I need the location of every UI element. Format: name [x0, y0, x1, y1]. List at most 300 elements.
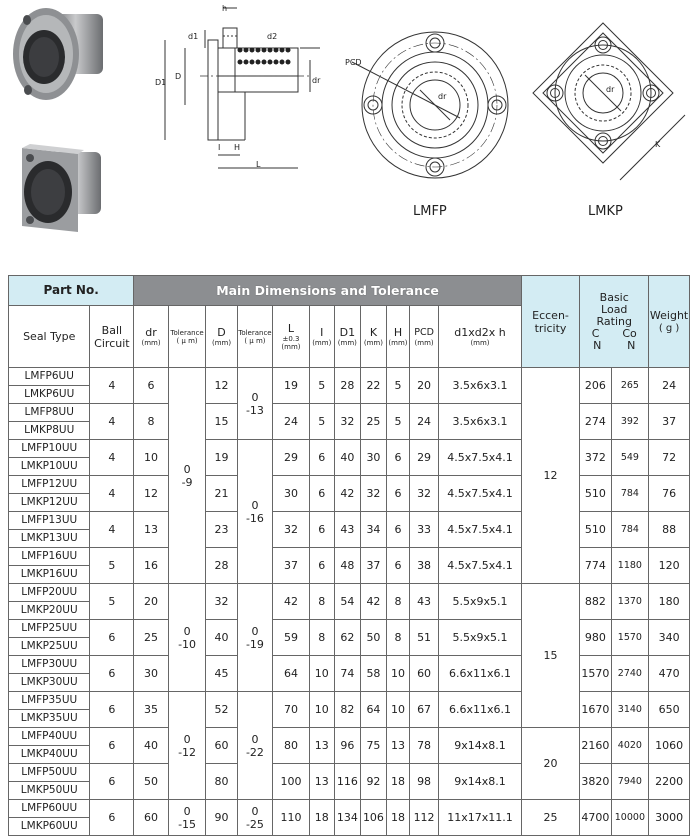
D1-value: 134	[334, 800, 360, 836]
ecc-line2: tricity	[534, 321, 567, 335]
dim-L-label: L	[256, 160, 261, 169]
D1-value: 54	[334, 584, 360, 620]
H-label: H	[393, 326, 403, 339]
load-C-value: 1670	[580, 692, 611, 728]
table-row	[9, 584, 690, 602]
dim-h-label: h	[222, 4, 228, 13]
eccentricity-value: 12	[521, 368, 579, 584]
load-C-value: 3820	[580, 764, 611, 800]
D-header	[206, 306, 237, 368]
spec-table	[8, 275, 690, 836]
weight-value: 24	[649, 368, 690, 404]
load-Co-value: 10000	[611, 800, 649, 836]
ball-circuit-header	[90, 306, 134, 368]
dr-value: 35	[134, 692, 168, 728]
load-Co-value: 1180	[611, 548, 649, 584]
D-value: 12	[206, 368, 237, 404]
load-line: Load	[601, 302, 628, 316]
load-Co-value: 265	[611, 368, 649, 404]
ecc-line1: Eccen-	[532, 308, 569, 322]
part-number-lmfp: LMFP13UU	[9, 512, 90, 530]
load-Co-value: 392	[611, 404, 649, 440]
dr-value: 12	[134, 476, 168, 512]
c-co-row	[580, 328, 648, 340]
load-Co-value: 784	[611, 476, 649, 512]
I-value: 10	[309, 656, 334, 692]
dr-value: 25	[134, 620, 168, 656]
weight-unit: ( g )	[658, 322, 680, 334]
tol-D-value-upper: 0	[251, 804, 259, 818]
circuit-line: Circuit	[94, 336, 130, 350]
eccentricity-header	[521, 276, 579, 368]
ball-circuit-value: 6	[90, 656, 134, 692]
I-value: 8	[309, 584, 334, 620]
part-number-lmkp: LMKP13UU	[9, 530, 90, 548]
H-value: 6	[386, 440, 409, 476]
I-value: 10	[309, 692, 334, 728]
I-label: I	[320, 326, 324, 339]
I-value: 8	[309, 620, 334, 656]
dr-value: 60	[134, 800, 168, 836]
lmfp-front-view	[340, 30, 520, 190]
n-units-row	[580, 340, 648, 352]
part-number-lmfp: LMFP20UU	[9, 584, 90, 602]
part-number-lmfp: LMFP25UU	[9, 620, 90, 638]
ball-circuit-value: 5	[90, 584, 134, 620]
illustration-area	[0, 0, 700, 270]
tol-dr-header	[168, 306, 206, 368]
tol-dr-value	[168, 584, 206, 692]
D-value: 60	[206, 728, 237, 764]
dim-D-label: D	[175, 72, 182, 81]
I-value: 6	[309, 512, 334, 548]
ball-line: Ball	[101, 323, 123, 337]
tol-dr-value-lower: -12	[178, 745, 197, 759]
tol-dr-value-lower: -9	[181, 475, 193, 489]
I-value: 13	[309, 728, 334, 764]
K-value: 32	[360, 476, 386, 512]
tol-D-header	[237, 306, 273, 368]
D1-value: 82	[334, 692, 360, 728]
tol-dr-value	[168, 692, 206, 800]
D-unit: (mm)	[211, 339, 232, 347]
L-value: 110	[273, 800, 310, 836]
PCD-value: 43	[409, 584, 438, 620]
L-value: 80	[273, 728, 310, 764]
table-row	[9, 620, 690, 638]
basic-load-header	[580, 276, 649, 368]
dr-header	[134, 306, 168, 368]
tol-dr-value-upper: 0	[183, 732, 191, 746]
part-number-lmfp: LMFP10UU	[9, 440, 90, 458]
tol-dr-label: Tolerance	[170, 328, 204, 337]
weight-value: 120	[649, 548, 690, 584]
L-value: 59	[273, 620, 310, 656]
D1-value: 48	[334, 548, 360, 584]
tol-dr-value	[168, 368, 206, 584]
H-value: 5	[386, 368, 409, 404]
part-number-lmkp: LMKP6UU	[9, 386, 90, 404]
tol-D-value-upper: 0	[251, 732, 259, 746]
H-value: 10	[386, 656, 409, 692]
d1d2h-value: 4.5x7.5x4.1	[439, 476, 522, 512]
I-value: 6	[309, 476, 334, 512]
load-C-value: 774	[580, 548, 611, 584]
part-number-lmkp: LMKP20UU	[9, 602, 90, 620]
part-number-lmkp: LMKP12UU	[9, 494, 90, 512]
d1d2h-value: 9x14x8.1	[439, 728, 522, 764]
dim-dr-front-label: dr	[438, 92, 447, 101]
dim-H-label: H	[234, 143, 241, 152]
load-C-value: 206	[580, 368, 611, 404]
dim-pcd-label: PCD	[345, 58, 362, 67]
part-number-lmfp: LMFP16UU	[9, 548, 90, 566]
tol-dr-unit: ( µ m)	[176, 336, 198, 345]
H-value: 6	[386, 512, 409, 548]
dr-value: 20	[134, 584, 168, 620]
rating-line: Rating	[596, 314, 632, 328]
c-label: C	[591, 326, 600, 340]
H-value: 5	[386, 404, 409, 440]
table-row	[9, 728, 690, 746]
load-Co-value: 549	[611, 440, 649, 476]
tol-dr-value-upper: 0	[183, 462, 191, 476]
d1d2h-value: 3.5x6x3.1	[439, 404, 522, 440]
dim-dr-label: dr	[312, 76, 321, 85]
dr-value: 13	[134, 512, 168, 548]
eccentricity-value: 15	[521, 584, 579, 728]
tol-dr-value-lower: -10	[178, 637, 197, 651]
weight-value: 3000	[649, 800, 690, 836]
part-number-lmfp: LMFP12UU	[9, 476, 90, 494]
lmkp-caption: LMKP	[588, 204, 623, 219]
weight-value: 76	[649, 476, 690, 512]
load-Co-value: 1370	[611, 584, 649, 620]
load-Co-value: 2740	[611, 656, 649, 692]
section-drawing	[145, 0, 320, 175]
K-value: 58	[360, 656, 386, 692]
tol-D-value-lower: -22	[245, 745, 264, 759]
H-value: 10	[386, 692, 409, 728]
d1d2h-value: 6.6x11x6.1	[439, 692, 522, 728]
weight-value: 470	[649, 656, 690, 692]
part-number-lmkp: LMKP10UU	[9, 458, 90, 476]
PCD-value: 29	[409, 440, 438, 476]
table-row	[9, 692, 690, 710]
load-C-value: 1570	[580, 656, 611, 692]
part-number-lmkp: LMKP30UU	[9, 674, 90, 692]
part-number-lmfp: LMFP35UU	[9, 692, 90, 710]
tol-D-value-upper: 0	[251, 498, 259, 512]
I-value: 5	[309, 368, 334, 404]
part-number-lmkp: LMKP8UU	[9, 422, 90, 440]
PCD-value: 78	[409, 728, 438, 764]
weight-value: 2200	[649, 764, 690, 800]
L-value: 24	[273, 404, 310, 440]
co-label: Co	[622, 326, 637, 340]
tol-dr-value-lower: -15	[178, 817, 197, 831]
basic-line: Basic	[599, 290, 629, 304]
PCD-unit: (mm)	[414, 339, 434, 347]
part-number-lmkp: LMKP50UU	[9, 782, 90, 800]
weight-value: 340	[649, 620, 690, 656]
PCD-value: 38	[409, 548, 438, 584]
D1-value: 116	[334, 764, 360, 800]
ball-circuit-value: 6	[90, 620, 134, 656]
ball-circuit-value: 6	[90, 800, 134, 836]
tol-D-value	[237, 800, 273, 836]
part-number-lmfp: LMFP30UU	[9, 656, 90, 674]
dr-value: 50	[134, 764, 168, 800]
K-value: 106	[360, 800, 386, 836]
D1-value: 40	[334, 440, 360, 476]
part-number-lmfp: LMFP60UU	[9, 800, 90, 818]
I-value: 5	[309, 404, 334, 440]
load-C-value: 510	[580, 512, 611, 548]
ball-circuit-value: 4	[90, 476, 134, 512]
d1d2h-value: 5.5x9x5.1	[439, 620, 522, 656]
load-Co-value: 4020	[611, 728, 649, 764]
load-Co-value: 3140	[611, 692, 649, 728]
D-value: 23	[206, 512, 237, 548]
I-value: 6	[309, 440, 334, 476]
D-value: 52	[206, 692, 237, 728]
PCD-value: 33	[409, 512, 438, 548]
K-value: 64	[360, 692, 386, 728]
K-value: 22	[360, 368, 386, 404]
lmfp-caption: LMFP	[413, 204, 447, 219]
d1d2h-value: 4.5x7.5x4.1	[439, 512, 522, 548]
I-header	[309, 306, 334, 368]
H-value: 6	[386, 476, 409, 512]
d1d2h-header	[439, 306, 522, 368]
load-Co-value: 1570	[611, 620, 649, 656]
dim-D1-label: D1	[155, 78, 167, 87]
D-value: 15	[206, 404, 237, 440]
load-C-value: 4700	[580, 800, 611, 836]
D-value: 28	[206, 548, 237, 584]
K-value: 25	[360, 404, 386, 440]
I-value: 18	[309, 800, 334, 836]
co-unit: N	[627, 338, 636, 352]
d1d2h-value: 5.5x9x5.1	[439, 584, 522, 620]
H-value: 6	[386, 548, 409, 584]
dr-value: 16	[134, 548, 168, 584]
I-value: 6	[309, 548, 334, 584]
d1d2h-value: 11x17x11.1	[439, 800, 522, 836]
dim-I-label: I	[218, 143, 221, 152]
load-C-value: 882	[580, 584, 611, 620]
part-number-lmfp: LMFP6UU	[9, 368, 90, 386]
tol-dr-value	[168, 800, 206, 836]
tol-D-value-lower: -19	[245, 637, 264, 651]
table-row	[9, 548, 690, 566]
K-value: 75	[360, 728, 386, 764]
main-dimensions-header: Main Dimensions and Tolerance	[134, 276, 521, 306]
load-C-value: 980	[580, 620, 611, 656]
D1-value: 42	[334, 476, 360, 512]
D1-value: 62	[334, 620, 360, 656]
PCD-value: 60	[409, 656, 438, 692]
D1-label: D1	[339, 326, 356, 339]
D-value: 80	[206, 764, 237, 800]
tol-D-value-upper: 0	[251, 624, 259, 638]
H-value: 8	[386, 584, 409, 620]
weight-value: 88	[649, 512, 690, 548]
load-C-value: 274	[580, 404, 611, 440]
L-value: 100	[273, 764, 310, 800]
dr-value: 30	[134, 656, 168, 692]
round-flange-bearing-photo	[8, 2, 108, 107]
L-value: 29	[273, 440, 310, 476]
D-value: 45	[206, 656, 237, 692]
H-value: 13	[386, 728, 409, 764]
D1-value: 96	[334, 728, 360, 764]
weight-value: 650	[649, 692, 690, 728]
weight-header	[649, 276, 690, 368]
table-row	[9, 656, 690, 674]
tol-dr-value-upper: 0	[183, 804, 191, 818]
L-value: 32	[273, 512, 310, 548]
ball-circuit-value: 4	[90, 404, 134, 440]
K-value: 92	[360, 764, 386, 800]
L-value: 19	[273, 368, 310, 404]
K-header	[360, 306, 386, 368]
weight-value: 1060	[649, 728, 690, 764]
weight-value: 37	[649, 404, 690, 440]
table-row	[9, 764, 690, 782]
PCD-value: 112	[409, 800, 438, 836]
K-unit: (mm)	[363, 339, 383, 347]
D1-value: 43	[334, 512, 360, 548]
weight-line: Weight	[649, 308, 689, 322]
eccentricity-value: 20	[521, 728, 579, 800]
PCD-value: 20	[409, 368, 438, 404]
D1-value: 32	[334, 404, 360, 440]
tol-D-value-lower: -13	[245, 403, 264, 417]
K-value: 37	[360, 548, 386, 584]
L-header	[273, 306, 310, 368]
D-value: 19	[206, 440, 237, 476]
d1d2h-value: 6.6x11x6.1	[439, 656, 522, 692]
dr-unit: (mm)	[141, 339, 161, 347]
dr-value: 6	[134, 368, 168, 404]
K-value: 34	[360, 512, 386, 548]
tol-D-value	[237, 584, 273, 692]
d1d2h-unit: (mm)	[470, 339, 490, 347]
part-number-lmkp: LMKP40UU	[9, 746, 90, 764]
H-value: 18	[386, 800, 409, 836]
tol-D-value-upper: 0	[251, 390, 259, 404]
d1d2h-value: 4.5x7.5x4.1	[439, 440, 522, 476]
d1d2h-label: d1xd2x h	[454, 326, 506, 339]
D1-value: 74	[334, 656, 360, 692]
table-row	[9, 440, 690, 458]
tol-D-value	[237, 368, 273, 440]
ball-circuit-value: 4	[90, 512, 134, 548]
PCD-header	[409, 306, 438, 368]
K-value: 30	[360, 440, 386, 476]
tol-D-unit: ( µ m)	[244, 336, 266, 345]
L-unit: (mm)	[281, 343, 301, 351]
PCD-value: 51	[409, 620, 438, 656]
I-unit: (mm)	[312, 339, 332, 347]
D-value: 90	[206, 800, 237, 836]
tol-D-label: Tolerance	[238, 328, 272, 337]
eccentricity-value: 25	[521, 800, 579, 836]
c-unit: N	[593, 338, 602, 352]
tol-D-value-lower: -25	[245, 817, 264, 831]
L-value: 70	[273, 692, 310, 728]
dim-d2-label: d2	[267, 32, 278, 41]
L-value: 64	[273, 656, 310, 692]
ball-circuit-value: 4	[90, 440, 134, 476]
part-no-header: Part No.	[9, 276, 134, 306]
L-label: L	[287, 322, 295, 335]
L-value: 30	[273, 476, 310, 512]
table-row	[9, 404, 690, 422]
K-label: K	[369, 326, 378, 339]
dr-value: 40	[134, 728, 168, 764]
L-value: 37	[273, 548, 310, 584]
part-number-lmkp: LMKP35UU	[9, 710, 90, 728]
table-row	[9, 512, 690, 530]
dim-dr-square-label: dr	[606, 85, 615, 94]
L-tol: ±0.3	[282, 335, 300, 343]
H-value: 18	[386, 764, 409, 800]
seal-type-header: Seal Type	[9, 306, 90, 368]
tol-dr-value-upper: 0	[183, 624, 191, 638]
part-number-lmkp: LMKP16UU	[9, 566, 90, 584]
ball-circuit-value: 4	[90, 368, 134, 404]
table-row	[9, 800, 690, 818]
d1d2h-value: 9x14x8.1	[439, 764, 522, 800]
K-value: 42	[360, 584, 386, 620]
tol-D-value-lower: -16	[245, 511, 264, 525]
load-C-value: 2160	[580, 728, 611, 764]
ball-circuit-value: 6	[90, 728, 134, 764]
load-C-value: 510	[580, 476, 611, 512]
dim-d1-label: d1	[188, 32, 199, 41]
lmkp-front-view	[525, 15, 695, 200]
D1-value: 28	[334, 368, 360, 404]
part-number-lmfp: LMFP50UU	[9, 764, 90, 782]
ball-circuit-value: 6	[90, 692, 134, 728]
H-unit: (mm)	[388, 339, 408, 347]
dr-value: 8	[134, 404, 168, 440]
weight-value: 72	[649, 440, 690, 476]
D1-unit: (mm)	[337, 339, 357, 347]
table-row	[9, 368, 690, 386]
D-value: 21	[206, 476, 237, 512]
part-number-lmkp: LMKP60UU	[9, 818, 90, 836]
table-row	[9, 476, 690, 494]
PCD-value: 67	[409, 692, 438, 728]
load-C-value: 372	[580, 440, 611, 476]
d1d2h-value: 4.5x7.5x4.1	[439, 548, 522, 584]
part-number-lmfp: LMFP8UU	[9, 404, 90, 422]
PCD-label: PCD	[414, 327, 434, 338]
tol-D-value	[237, 692, 273, 800]
load-Co-value: 784	[611, 512, 649, 548]
ball-circuit-value: 6	[90, 764, 134, 800]
dr-value: 10	[134, 440, 168, 476]
load-Co-value: 7940	[611, 764, 649, 800]
ball-circuit-value: 5	[90, 548, 134, 584]
dim-K-label: K	[655, 140, 661, 149]
D-value: 40	[206, 620, 237, 656]
D-value: 32	[206, 584, 237, 620]
